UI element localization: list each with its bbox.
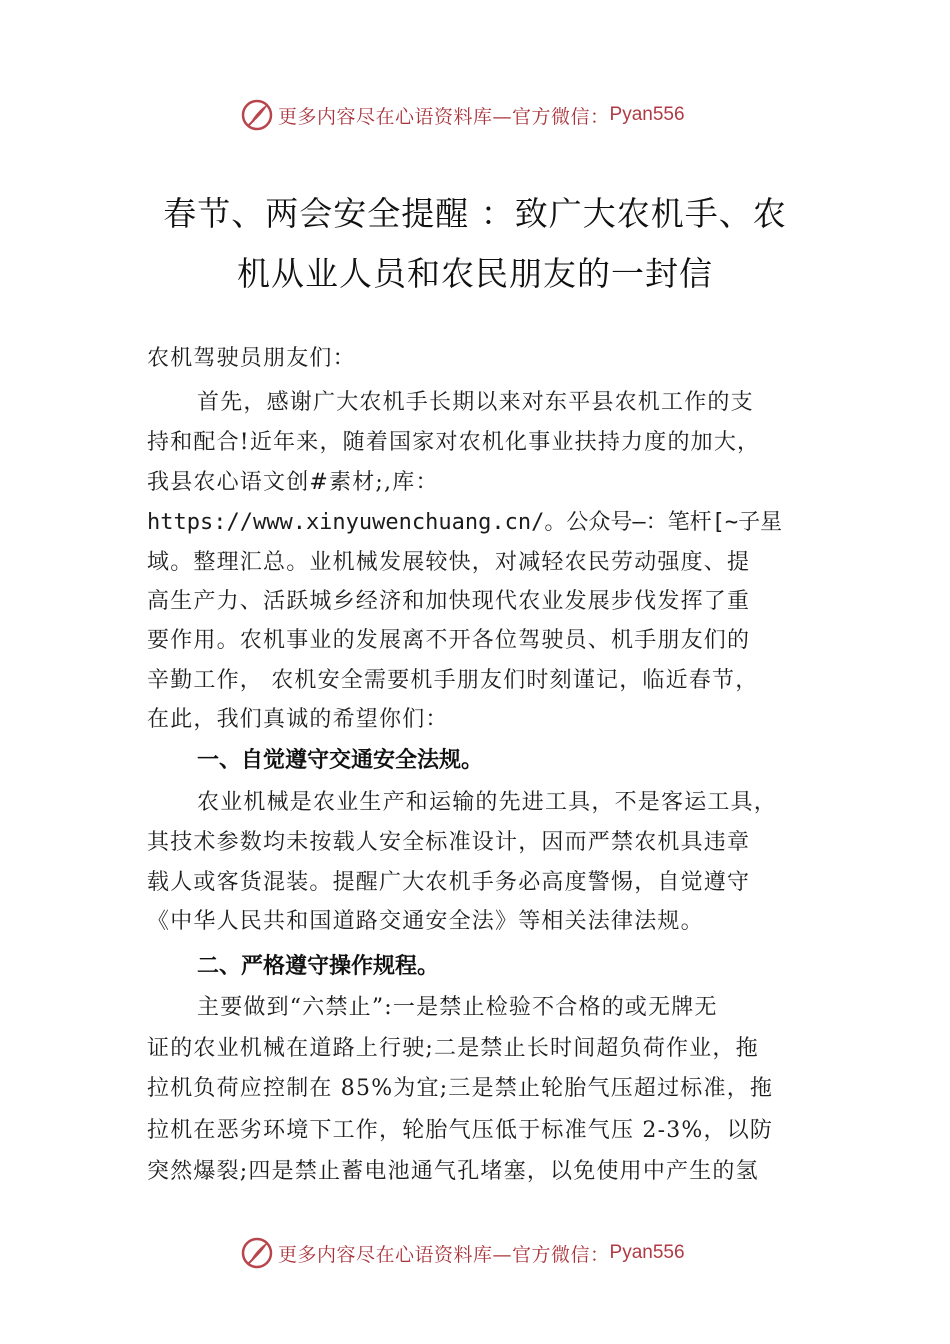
paragraph-line: 载人或客货混装。提醒广大农机手务必高度警惕，自觉遵守	[147, 870, 751, 895]
quill-pen-logo-icon	[240, 98, 274, 132]
paragraph-line: 证的农业机械在道路上行驶;二是禁止长时间超负荷作业，拖	[147, 1036, 759, 1061]
paragraph-line: 农业机械是农业生产和运输的先进工具，不是客运工具，	[197, 790, 778, 815]
page-title-line-2: 机从业人员和农民朋友的一封信	[237, 254, 713, 293]
paragraph-line: 我县农心语文创#素材;,库：	[147, 470, 439, 495]
banner-wechat-id: Pyan556	[609, 1242, 685, 1263]
paragraph-line: 其技术参数均未按载人安全标准设计，因而严禁农机具违章	[147, 830, 751, 855]
banner-wechat-id: Pyan556	[609, 104, 685, 125]
quill-pen-logo-icon	[240, 1236, 274, 1270]
section-heading-1: 一、自觉遵守交通安全法规。	[197, 748, 484, 773]
salutation: 农机驾驶员朋友们：	[147, 346, 356, 371]
paragraph-line: https://www.xinyuwenchuang.cn/。公众号—：笔杆[~子星	[147, 510, 783, 535]
paragraph-line: 持和配合!近年来，随着国家对农机化事业扶持力度的加大，	[147, 430, 761, 455]
paragraph-line: 突然爆裂;四是禁止蓄电池通气孔堵塞，以免使用中产生的氢	[147, 1159, 759, 1184]
banner-text: 更多内容尽在心语资料库—官方微信：	[278, 105, 610, 128]
banner-text: 更多内容尽在心语资料库—官方微信：	[278, 1243, 610, 1266]
paragraph-line: 拉机负荷应控制在 85%为宜;三是禁止轮胎气压超过标准，拖	[147, 1076, 774, 1101]
paragraph-line: 高生产力、活跃城乡经济和加快现代农业发展步伐发挥了重	[147, 589, 751, 614]
paragraph-line: 主要做到“六禁止”:一是禁止检验不合格的或无牌无	[197, 995, 718, 1020]
header-banner	[0, 95, 950, 135]
paragraph-line: 在此，我们真诚的希望你们：	[147, 707, 449, 732]
paragraph-line: 《中华人民共和国道路交通安全法》等相关法律法规。	[147, 909, 704, 934]
paragraph-line: 拉机在恶劣环境下工作，轮胎气压低于标准气压 2-3%，以防	[147, 1118, 774, 1143]
section-heading-2: 二、严格遵守操作规程。	[197, 954, 440, 979]
paragraph-line: 辛勤工作， 农机安全需要机手朋友们时刻谨记，临近春节，	[147, 668, 759, 693]
paragraph-line: 要作用。农机事业的发展离不开各位驾驶员、机手朋友们的	[147, 628, 751, 653]
paragraph-line: 域。整理汇总。业机械发展较快，对减轻农民劳动强度、提	[147, 550, 751, 575]
page-title-line-1: 春节、两会安全提醒 ：致广大农机手、农	[163, 194, 787, 233]
footer-banner	[0, 1233, 950, 1273]
paragraph-line: 首先，感谢广大农机手长期以来对东平县农机工作的支	[197, 390, 754, 415]
